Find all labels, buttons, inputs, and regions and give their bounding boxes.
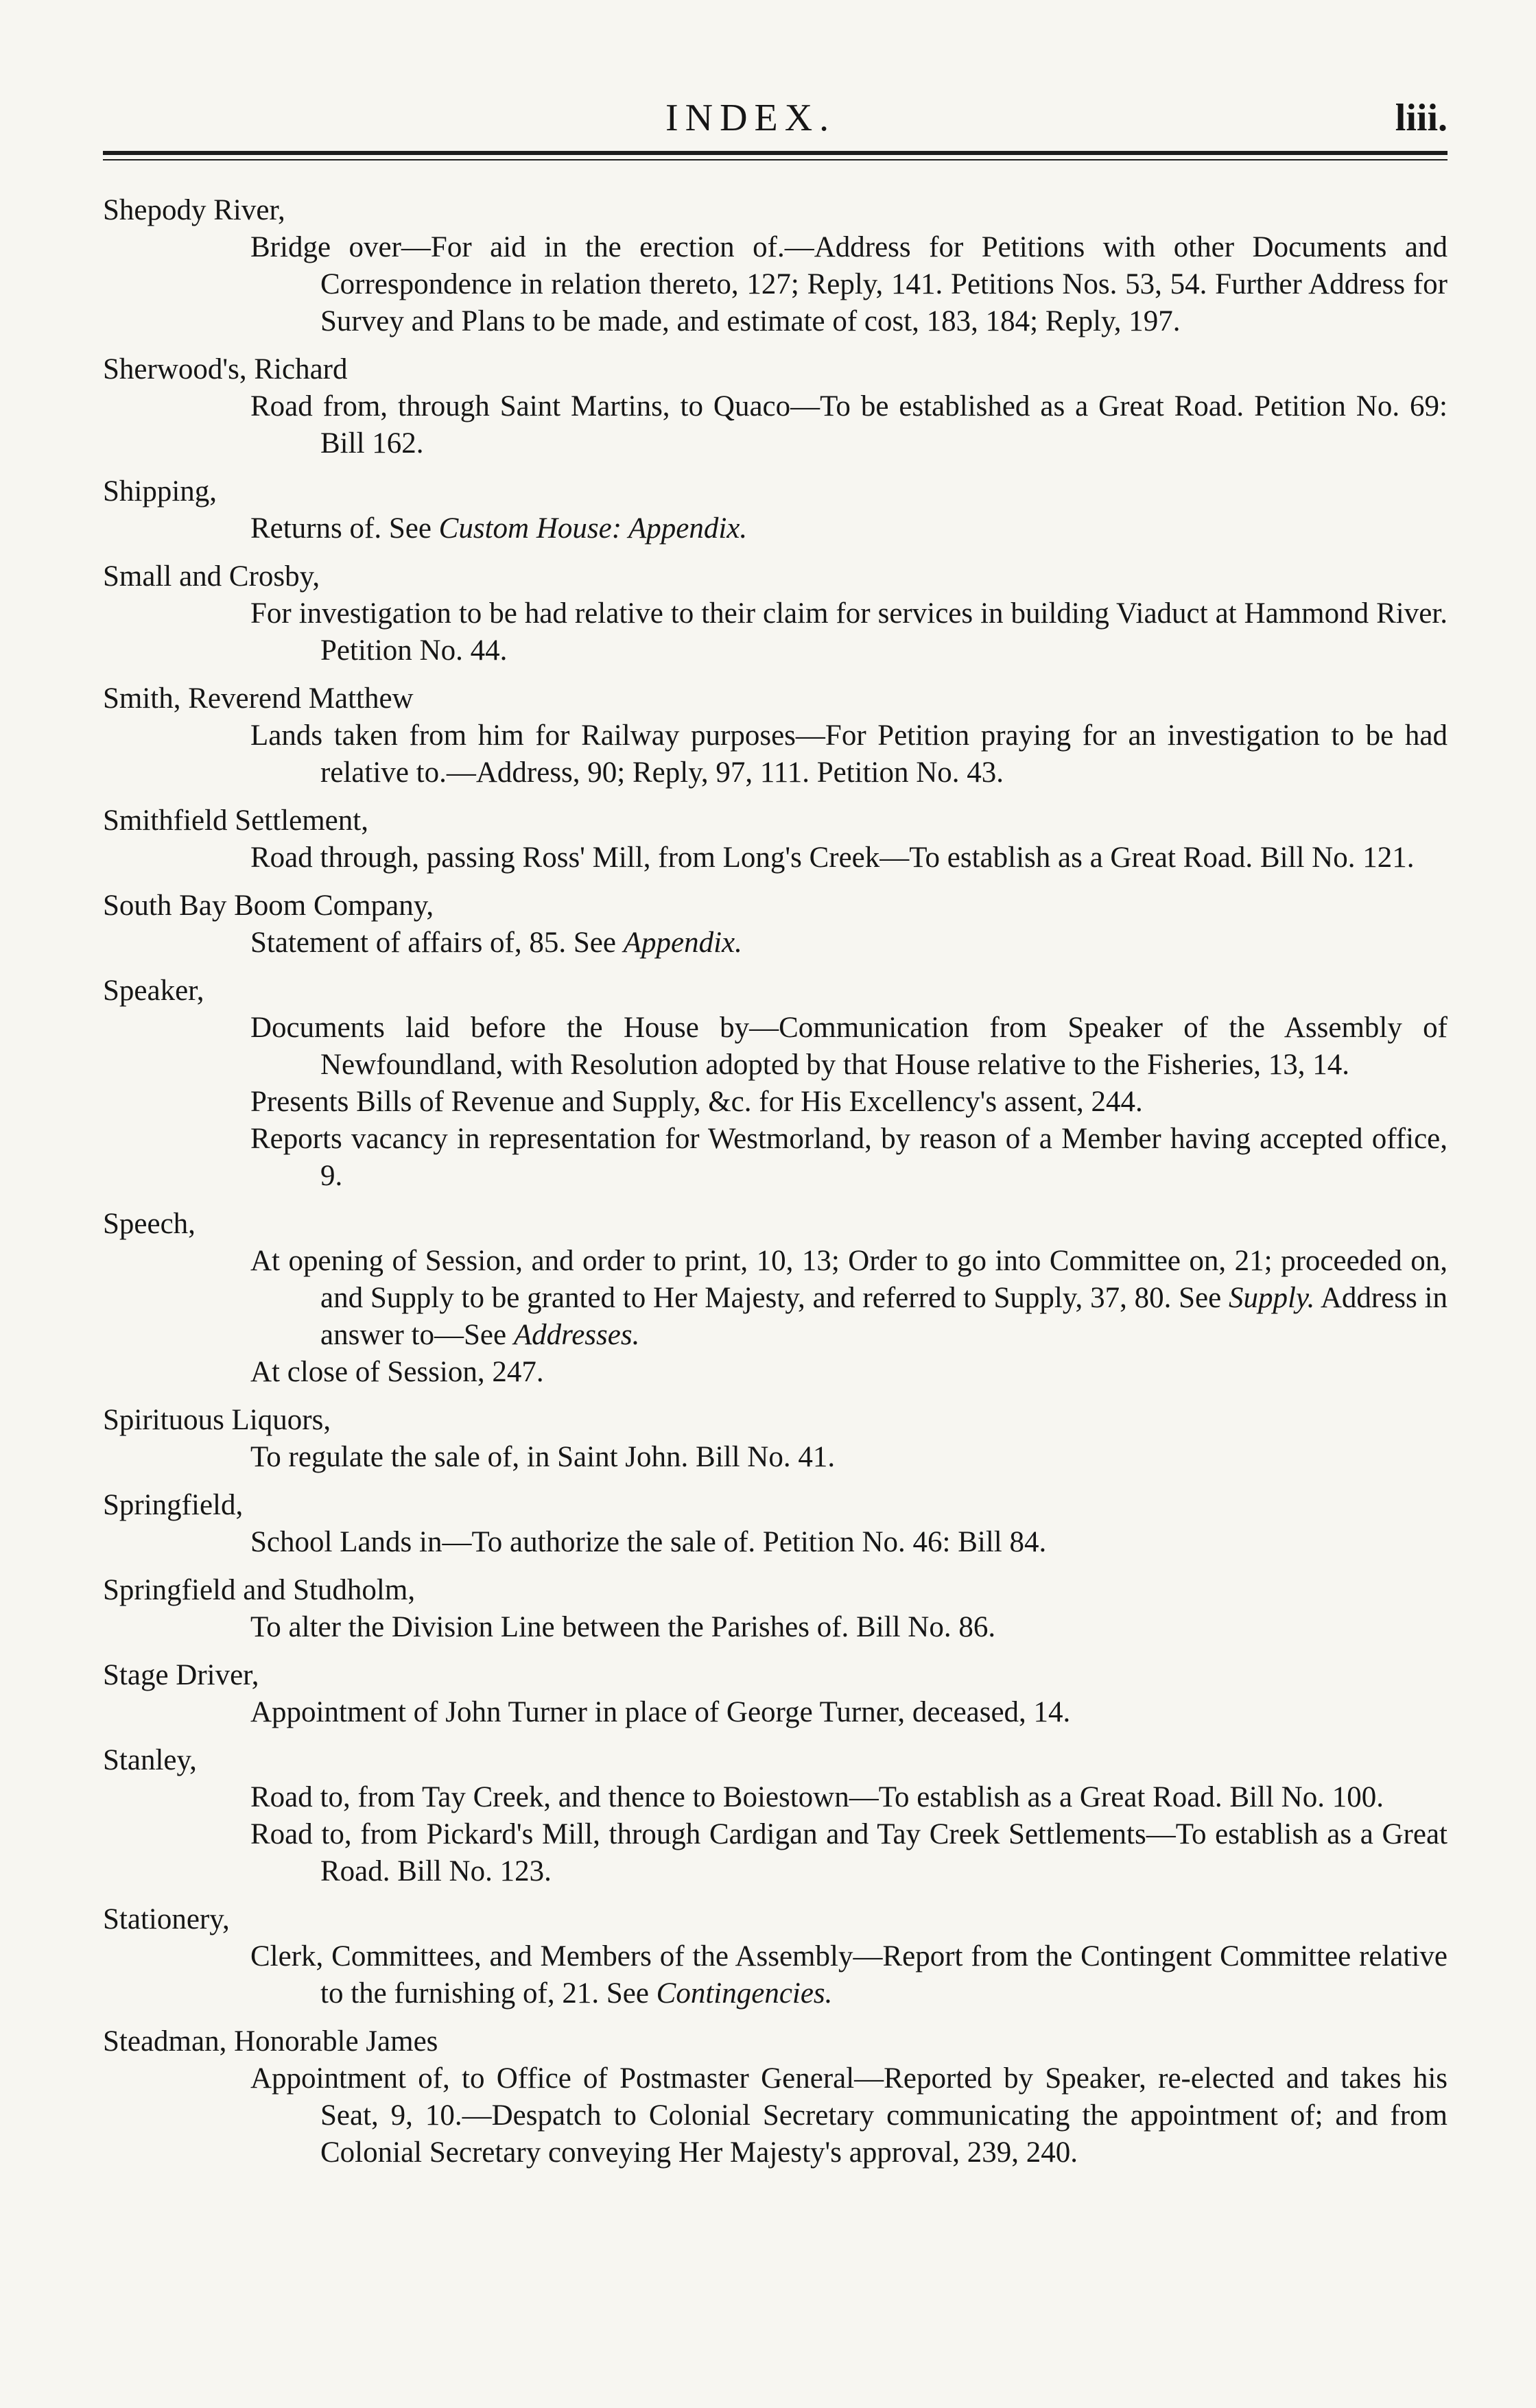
entry-subentry: [250, 1938, 1448, 2012]
index-entry: [103, 1572, 1448, 1646]
header-rule-thin: [103, 159, 1448, 160]
entry-subentry: [250, 1354, 1448, 1391]
subentry-reference: Addresses.: [513, 1319, 640, 1351]
entry-subentry: [250, 388, 1448, 462]
entry-subentry: [250, 595, 1448, 669]
subentry-text: Road to, from Pickard's Mill, through Cardigan and Tay Creek Settlements—To establish as a Great Road. Bill No. 123.: [250, 1818, 1448, 1887]
page-header: [103, 75, 1448, 158]
subentry-text: Address in answer to—See: [320, 1282, 1448, 1351]
subentry-text: Statement of affairs of, 85. See: [250, 927, 624, 959]
entry-subentry: [250, 1121, 1448, 1195]
index-page: [103, 75, 1448, 2182]
subentry-text: School Lands in—To authorize the sale of. Petition No. 46: Bill 84.: [250, 1526, 1047, 1558]
index-entry: [103, 887, 1448, 962]
entry-heading: Speaker,: [103, 975, 204, 1007]
index-entry: [103, 351, 1448, 462]
subentry-text: Road from, through Saint Martins, to Quaco—To be established as a Great Road. Petition No. 69: Bill 162.: [250, 390, 1448, 460]
entry-heading: Small and Crosby,: [103, 560, 320, 593]
entry-subentry: [250, 1779, 1448, 1816]
subentry-text: Reports vacancy in representation for Westmorland, by reason of a Member having accepted office, 9.: [250, 1123, 1448, 1192]
entry-subentry: [250, 717, 1448, 791]
subentry-reference: Custom House: Appendix.: [438, 512, 748, 545]
entry-subentry: [250, 1694, 1448, 1731]
entry-heading: Speech,: [103, 1208, 196, 1240]
entry-subentry: [250, 1010, 1448, 1084]
entry-subentry: [250, 1243, 1448, 1354]
entry-heading: Stage Driver,: [103, 1659, 259, 1691]
subentry-text: At opening of Session, and order to print, 10, 13; Order to go into Committee on, 21; proceeded on, and Supply to be granted to Her Majesty, and referred to Supply, 37, 80. See: [250, 1245, 1448, 1314]
subentry-text: Documents laid before the House by—Communication from Speaker of the Assembly of Newfoundland, with Resolution adopted by that House relative to the Fisheries, 13, 14.: [250, 1012, 1448, 1081]
index-entry: [103, 1487, 1448, 1561]
index-entry: [103, 2023, 1448, 2171]
index-entry: [103, 1402, 1448, 1476]
subentry-text: Presents Bills of Revenue and Supply, &c. for His Excellency's assent, 244.: [250, 1086, 1143, 1118]
header-rule-thick: [103, 151, 1448, 155]
entry-subentry: [250, 1084, 1448, 1121]
page-number: liii.: [1395, 97, 1448, 139]
index-entry: [103, 1742, 1448, 1890]
index-entry: [103, 1657, 1448, 1731]
entry-subentry: [250, 1609, 1448, 1646]
entry-heading: Smith, Reverend Matthew: [103, 682, 414, 715]
subentry-text: Bridge over—For aid in the erection of.—Address for Petitions with other Documents and Correspondence in relation thereto, 127; Reply, 141. Petitions Nos. 53, 54. Further Address for Survey and Plans to be made, and estimate of cost, 183, 184; Reply, 197.: [250, 231, 1448, 337]
entry-subentry: [250, 925, 1448, 962]
entry-subentry: [250, 229, 1448, 340]
subentry-reference: Appendix.: [623, 927, 742, 959]
index-entry: [103, 558, 1448, 669]
entry-subentry: [250, 510, 1448, 547]
subentry-text: At close of Session, 247.: [250, 1356, 544, 1388]
index-entry: [103, 1206, 1448, 1391]
subentry-text: To alter the Division Line between the Parishes of. Bill No. 86.: [250, 1611, 996, 1643]
entry-subentry: [250, 839, 1448, 877]
subentry-text: For investigation to be had relative to their claim for services in building Viaduct at Hammond River. Petition No. 44.: [250, 597, 1448, 667]
entry-heading: Shipping,: [103, 475, 217, 508]
index-entry: [103, 1901, 1448, 2012]
index-entry: [103, 473, 1448, 547]
index-entries: [103, 192, 1448, 2171]
entry-heading: Spirituous Liquors,: [103, 1404, 331, 1436]
entry-heading: Stationery,: [103, 1903, 230, 1935]
subentry-text: Road through, passing Ross' Mill, from Long's Creek—To establish as a Great Road. Bill No. 121.: [250, 842, 1415, 874]
page-title: INDEX.: [665, 97, 836, 139]
index-entry: [103, 192, 1448, 340]
subentry-text: Returns of. See: [250, 512, 439, 545]
entry-heading: Smithfield Settlement,: [103, 804, 368, 837]
entry-subentry: [250, 1524, 1448, 1561]
subentry-text: Lands taken from him for Railway purposes—For Petition praying for an investigation to be had relative to.—Address, 90; Reply, 97, 111. Petition No. 43.: [250, 719, 1448, 789]
entry-heading: South Bay Boom Company,: [103, 890, 434, 922]
subentry-text: Appointment of John Turner in place of George Turner, deceased, 14.: [250, 1696, 1071, 1728]
subentry-text: Clerk, Committees, and Members of the Assembly—Report from the Contingent Committee relative to the furnishing of, 21. See: [250, 1940, 1448, 2010]
entry-heading: Sherwood's, Richard: [103, 353, 348, 385]
index-entry: [103, 680, 1448, 791]
entry-heading: Springfield and Studholm,: [103, 1574, 416, 1606]
entry-heading: Stanley,: [103, 1744, 197, 1776]
index-entry: [103, 802, 1448, 877]
entry-subentry: [250, 2060, 1448, 2171]
index-entry: [103, 973, 1448, 1195]
entry-subentry: [250, 1439, 1448, 1476]
entry-heading: Shepody River,: [103, 194, 285, 226]
subentry-reference: Contingencies.: [656, 1977, 833, 2010]
subentry-text: Appointment of, to Office of Postmaster General—Reported by Speaker, re-elected and takes his Seat, 9, 10.—Despatch to Colonial Secretary communicating the appointment of; and from Colonial Secretary conveying Her Majesty's approval, 239, 240.: [250, 2062, 1448, 2169]
subentry-text: Road to, from Tay Creek, and thence to Boiestown—To establish as a Great Road. Bill No. 100.: [250, 1781, 1384, 1813]
entry-heading: Steadman, Honorable James: [103, 2025, 438, 2058]
subentry-text: To regulate the sale of, in Saint John. Bill No. 41.: [250, 1441, 836, 1473]
subentry-reference: Supply.: [1229, 1282, 1315, 1314]
entry-subentry: [250, 1816, 1448, 1890]
entry-heading: Springfield,: [103, 1489, 244, 1521]
